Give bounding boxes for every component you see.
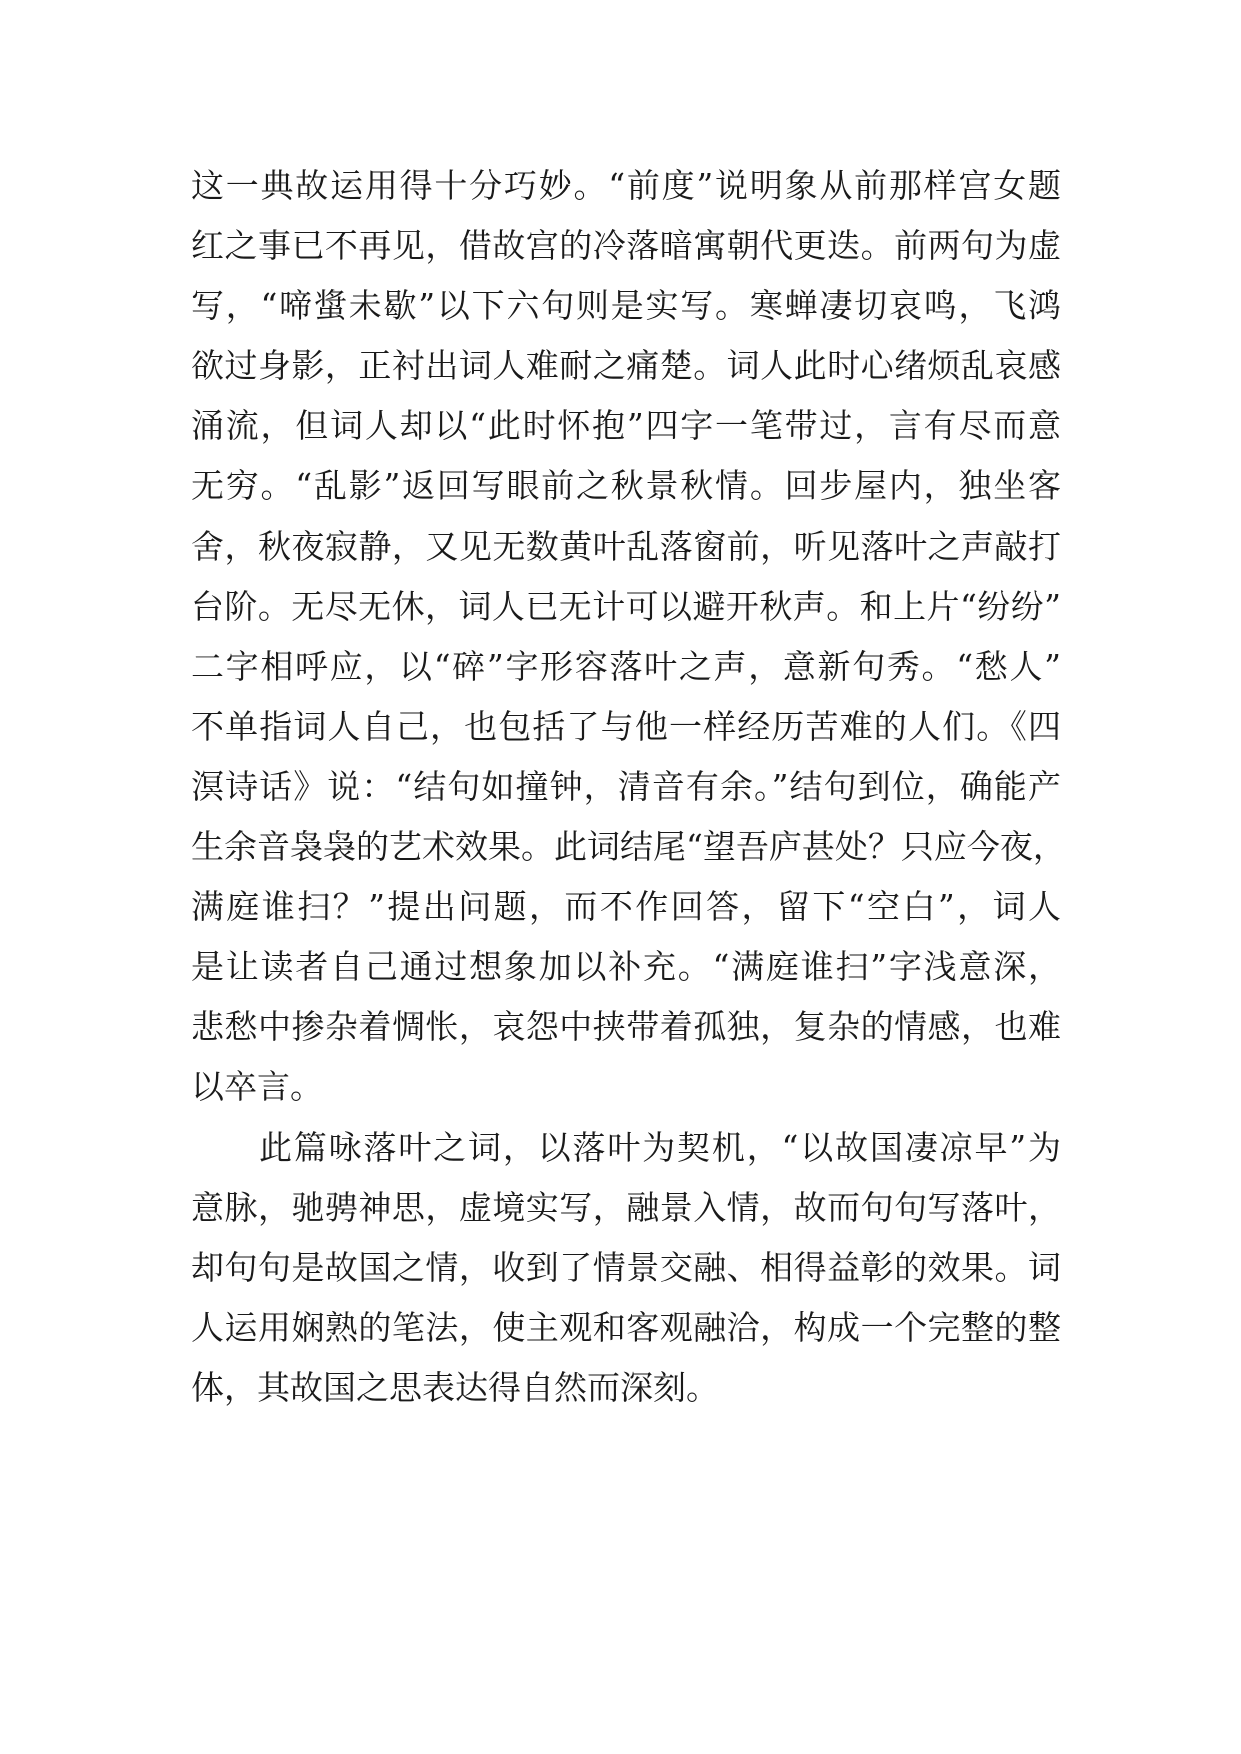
text-line: 溟诗话》说：“结句如撞钟，清音有余。”结句到位，确能产: [191, 766, 1061, 806]
text-line: 悲愁中掺杂着惆怅，哀怨中挟带着孤独，复杂的情感，也难: [191, 1007, 1061, 1047]
text-line: 却句句是故国之情，收到了情景交融、相得益彰的效果。词: [191, 1247, 1061, 1287]
text-line: 人运用娴熟的笔法，使主观和客观融洽，构成一个完整的整: [191, 1307, 1061, 1347]
text-line: 是让读者自己通过想象加以补充。“满庭谁扫”字浅意深，: [191, 947, 1061, 987]
text-line: 此篇咏落叶之词，以落叶为契机，“以故国凄凉早”为: [259, 1127, 1061, 1167]
text-line: 不单指词人自己，也包括了与他一样经历苦难的人们。《四: [191, 706, 1061, 746]
paragraph-2: [191, 1118, 1061, 1418]
paragraph-1: [191, 156, 1066, 1118]
text-line: 欲过身影，正衬出词人难耐之痛楚。词人此时心绪烦乱哀感: [191, 346, 1061, 386]
text-line: 红之事已不再见，借故宫的冷落暗寓朝代更迭。前两句为虚: [191, 226, 1061, 266]
text-line: 意脉，驰骋神思，虚境实写，融景入情，故而句句写落叶，: [191, 1187, 1061, 1227]
text-line: 满庭谁扫？”提出问题，而不作回答，留下“空白”，词人: [191, 887, 1061, 927]
text-line: 生余音袅袅的艺术效果。此词结尾“望吾庐甚处？只应今夜，: [191, 827, 1066, 867]
text-line: 这一典故运用得十分巧妙。“前度”说明象从前那样宫女题: [191, 166, 1061, 205]
text-line: 写，“啼螀未歇”以下六句则是实写。寒蝉凄切哀鸣，飞鸿: [191, 286, 1061, 326]
text-line: 体，其故国之思表达得自然而深刻。: [191, 1367, 719, 1407]
text-line: 台阶。无尽无休，词人已无计可以避开秋声。和上片“纷纷”: [191, 586, 1061, 626]
text-line: 涌流，但词人却以“此时怀抱”四字一笔带过，言有尽而意: [191, 406, 1061, 446]
text-line: 无穷。“乱影”返回写眼前之秋景秋情。回步屋内，独坐客: [191, 466, 1061, 506]
document-body: [191, 156, 1066, 1418]
text-line: 舍，秋夜寂静，又见无数黄叶乱落窗前，听见落叶之声敲打: [191, 526, 1061, 566]
text-line: 以卒言。: [191, 1067, 323, 1107]
text-line: 二字相呼应，以“碎”字形容落叶之声，意新句秀。“愁人”: [191, 646, 1061, 686]
